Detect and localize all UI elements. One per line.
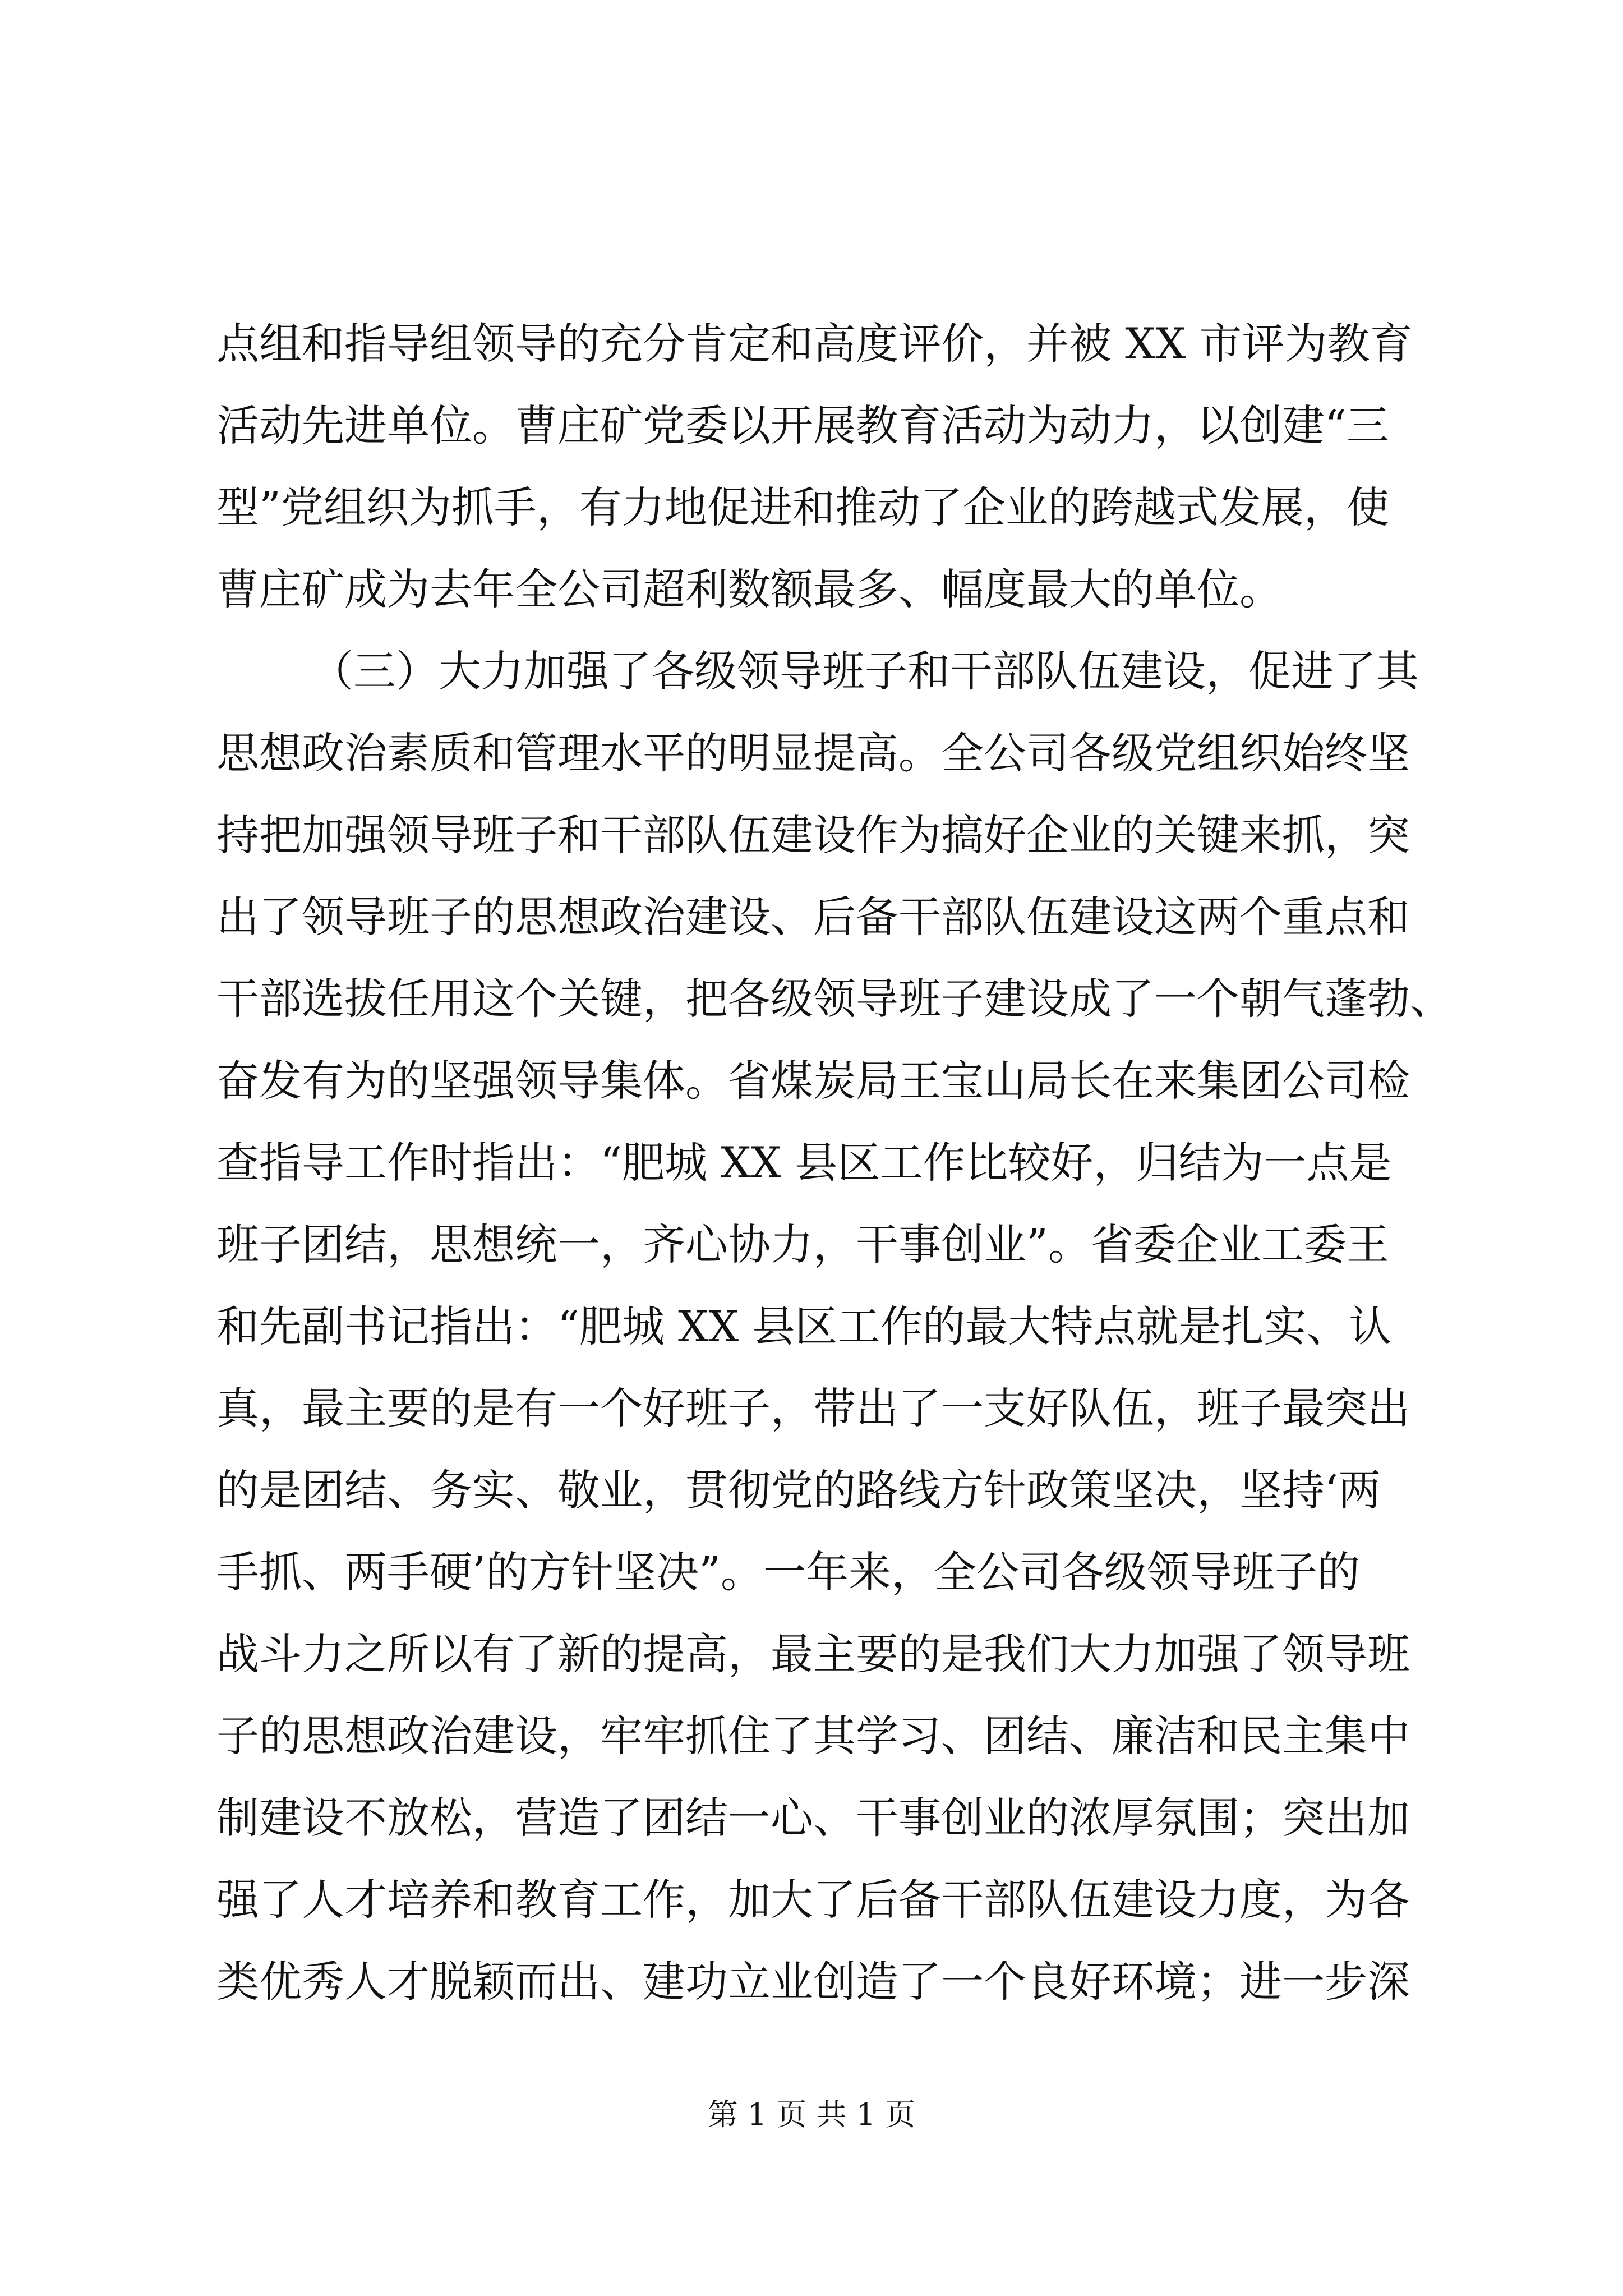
text-line: 班子团结，思想统一，齐心协力，干事创业”。省委企业工委王 xyxy=(216,1220,1389,1269)
text-line: 手抓、两手硬’的方针坚决”。一年来，全公司各级领导班子的 xyxy=(216,1547,1361,1597)
text-line: 真，最主要的是有一个好班子，带出了一支好队伍，班子最突出 xyxy=(216,1383,1410,1433)
text-line: 出了领导班子的思想政治建设、后备干部队伍建设这两个重点和 xyxy=(216,892,1410,942)
page-footer: 第 1 页 共 1 页 xyxy=(707,2097,916,2132)
text-line: 查指导工作时指出：“肥城 XX 县区工作比较好，归结为一点是 xyxy=(216,1138,1392,1188)
text-line: 持把加强领导班子和干部队伍建设作为搞好企业的关键来抓，突 xyxy=(216,810,1410,860)
text-line: 干部选拔任用这个关键，把各级领导班子建设成了一个朝气蓬勃、 xyxy=(216,974,1453,1024)
text-line: 类优秀人才脱颖而出、建功立业创造了一个良好环境；进一步深 xyxy=(216,1957,1410,2007)
text-line: 强了人才培养和教育工作，加大了后备干部队伍建设力度，为各 xyxy=(216,1875,1410,1925)
text-line: 制建设不放松，营造了团结一心、干事创业的浓厚氛围；突出加 xyxy=(216,1793,1410,1843)
text-line: 战斗力之所以有了新的提高，最主要的是我们大力加强了领导班 xyxy=(216,1629,1410,1679)
text-line: 奋发有为的坚强领导集体。省煤炭局王宝山局长在来集团公司检 xyxy=(216,1056,1410,1106)
text-line: 点组和指导组领导的充分肯定和高度评价，并被 XX 市评为教育 xyxy=(216,319,1413,369)
text-line: 型”党组织为抓手，有力地促进和推动了企业的跨越式发展，使 xyxy=(216,482,1389,532)
text-line: 活动先进单位。曹庄矿党委以开展教育活动为动力，以创建“三 xyxy=(216,401,1389,450)
paragraph-heading-line: （三）大力加强了各级领导班子和干部队伍建设，促进了其 xyxy=(311,646,1419,696)
text-line: 的是团结、务实、敬业，贯彻党的路线方针政策坚决，坚持‘两 xyxy=(216,1465,1381,1515)
text-line: 和先副书记指出：“肥城 XX 县区工作的最大特点就是扎实、认 xyxy=(216,1301,1392,1351)
text-line: 曹庄矿成为去年全公司超利数额最多、幅度最大的单位。 xyxy=(216,564,1282,614)
text-line: 子的思想政治建设，牢牢抓住了其学习、团结、廉洁和民主集中 xyxy=(216,1711,1410,1761)
body-text xyxy=(216,303,1453,2023)
text-line: 思想政治素质和管理水平的明显提高。全公司各级党组织始终坚 xyxy=(216,728,1410,778)
